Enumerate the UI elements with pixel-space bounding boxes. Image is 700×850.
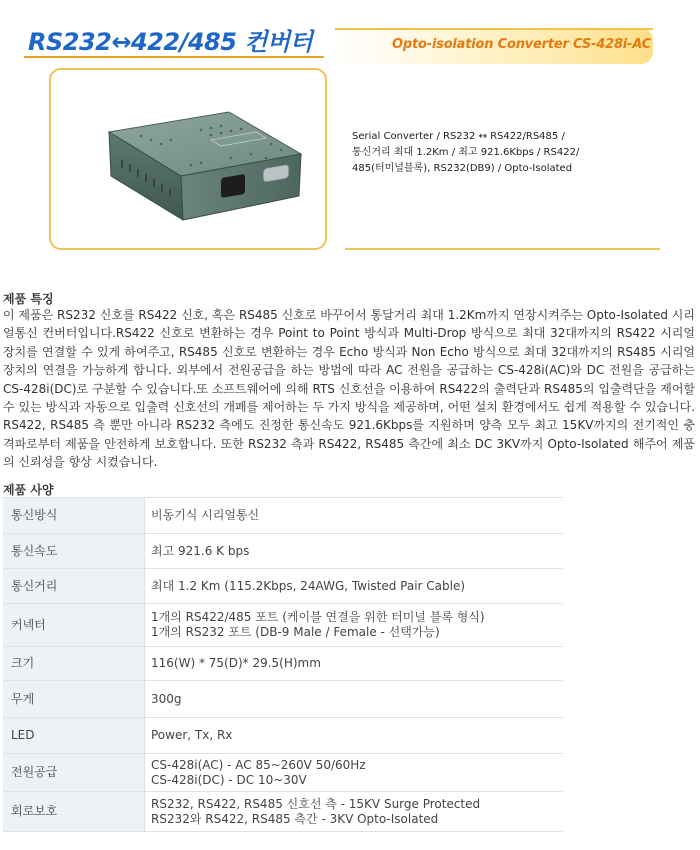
spec-label: 커넥터 xyxy=(3,604,145,647)
specs-heading: 제품 사양 xyxy=(3,483,54,497)
spec-row xyxy=(3,569,563,604)
spec-row xyxy=(3,498,563,534)
spec-label: 통신방식 xyxy=(3,498,145,534)
spec-label: 크기 xyxy=(3,647,145,681)
spec-label: 통신속도 xyxy=(3,534,145,569)
features-text: 이 제품은 RS232 신호를 RS422 신호, 혹은 RS485 신호로 바꾸어서 통달거리 최대 1.2Km까지 연장시켜주는 Opto-Isolated 시리얼통신 컨버터입니다.RS422 신호로 변환하는 경우 Point to Point 방식과 Multi-Drop 방식으로 최대 32대까지의 RS422 시리얼 장치를 연결할 수 있게 하여주고, RS485 신호로 변환하는 경우 Echo 방식과 Non Echo 방식으로 최대 32대까지의 RS485 시리얼 장치의 연결을 가능하게 합니다. 외부에서 전원공급을 하는 방법에 따라 AC 전원을 공급하는 CS-428i(AC)와 DC 전원을 공급하는 CS-428i(DC)로 구분할 수 있습니다.또 소프트웨어에 의해 RTS 신호선을 이용하여 RS422의 출력단과 RS485의 입출력단을 제어할 수 있는 방식과 자동으로 입출력 신호선의 개폐를 제어하는 두 가지 방식을 제공하며, 어떤 설치 환경에서도 쉽게 적용할 수 있습니다. RS422, RS485 측 뿐만 아니라 RS232 측에도 진정한 통신속도 921.6Kbps를 지원하며 양측 모두 최고 15KV까지의 전기적인 충격파로부터 제품을 안전하게 보호합니다. 또한 RS232 측과 RS422, RS485 측간에 최소 DC 3KV까지 Opto-Isolated 해주어 제품의 신뢰성을 향상 시켰습니다. xyxy=(3,308,695,470)
product-photo-frame xyxy=(49,68,327,250)
spec-value: RS232, RS422, RS485 신호선 측 - 15KV Surge Protected RS232와 RS422, RS485 측간 - 3KV Opto-Isolated xyxy=(145,792,564,832)
spec-row xyxy=(3,792,563,832)
summary-line: 485(터미널블록), RS232(DB9) / Opto-Isolated xyxy=(352,163,573,174)
spec-value: 비동기식 시리얼통신 xyxy=(145,498,564,534)
spec-row xyxy=(3,647,563,681)
spec-row xyxy=(3,718,563,754)
spec-label: LED xyxy=(3,718,145,754)
spec-value: 최대 1.2 Km (115.2Kbps, 24AWG, Twisted Pair Cable) xyxy=(145,569,564,604)
spec-value: 300g xyxy=(145,681,564,718)
summary-underline xyxy=(345,248,660,250)
spec-row xyxy=(3,534,563,569)
summary-line: 통신거리 최대 1.2Km / 최고 921.6Kbps / RS422/ xyxy=(352,147,580,158)
spec-row xyxy=(3,754,563,792)
summary-line: Serial Converter / RS232 ↔ RS422/RS485 / xyxy=(352,131,565,142)
spec-table xyxy=(3,497,563,832)
product-photo xyxy=(51,70,327,250)
model-name: Opto-isolation Converter CS-428i-AC xyxy=(392,37,652,52)
page-title: RS232↔422/485 컨버터 xyxy=(28,28,313,56)
spec-row xyxy=(3,604,563,647)
spec-value: CS-428i(AC) - AC 85~260V 50/60Hz CS-428i(DC) - DC 10~30V xyxy=(145,754,564,792)
spec-row xyxy=(3,681,563,718)
features-heading: 제품 특징 xyxy=(3,292,54,306)
spec-value: 1개의 RS422/485 포트 (케이블 연결을 위한 터미널 블록 형식) 1개의 RS232 포트 (DB-9 Male / Female - 선택가능) xyxy=(145,604,564,647)
spec-label: 무게 xyxy=(3,681,145,718)
product-summary xyxy=(352,129,622,177)
spec-value: 최고 921.6 K bps xyxy=(145,534,564,569)
title-underline xyxy=(24,56,324,58)
spec-label: 전원공급 xyxy=(3,754,145,792)
power-inlet xyxy=(221,174,245,198)
spec-value: Power, Tx, Rx xyxy=(145,718,564,754)
spec-value: 116(W) * 75(D)* 29.5(H)mm xyxy=(145,647,564,681)
spec-label: 회로보호 xyxy=(3,792,145,832)
spec-label: 통신거리 xyxy=(3,569,145,604)
model-banner-top-line xyxy=(335,28,653,30)
